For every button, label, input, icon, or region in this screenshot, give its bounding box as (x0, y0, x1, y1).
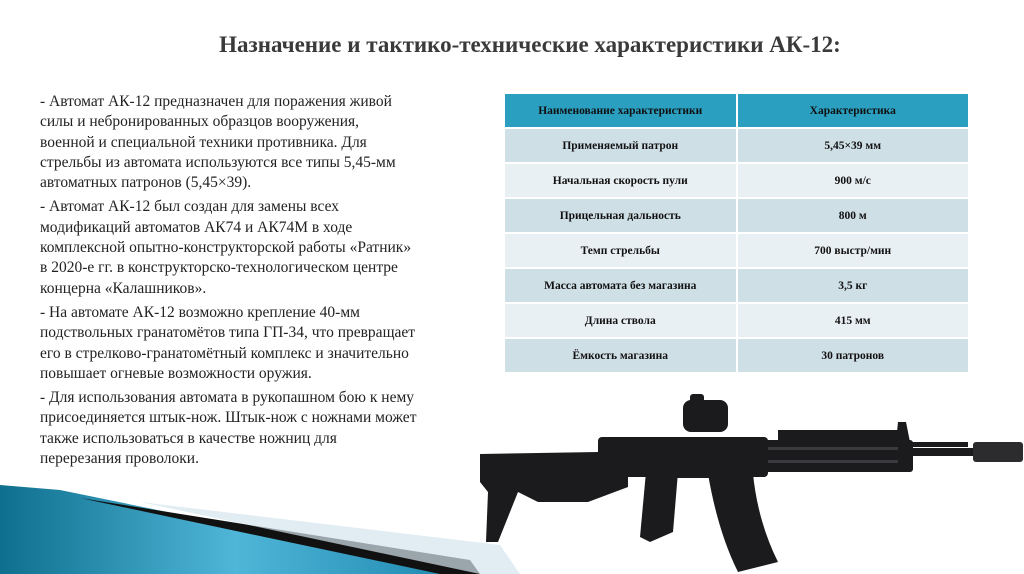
table-row (505, 269, 968, 302)
cell-value: 900 м/с (738, 164, 969, 197)
paragraph-history (40, 197, 470, 298)
text-line: концерна «Калашников». (40, 279, 207, 297)
text-line: - Для использования автомата в рукопашном бою к нему (40, 389, 415, 407)
specs-table (503, 92, 970, 374)
text-line: подствольных гранатомётов типа ГП-34, что превращает (40, 324, 416, 342)
cell-value: 5,45×39 мм (738, 129, 969, 162)
table-row (505, 199, 968, 232)
cell-name: Масса автомата без магазина (505, 269, 736, 302)
table-row (505, 234, 968, 267)
text-line: повышает огневые возможности оружия. (40, 364, 312, 382)
cell-name: Длина ствола (505, 304, 736, 337)
text-line: модификаций автоматов АК74 и АК74М в ходе (40, 218, 353, 236)
cell-name: Начальная скорость пули (505, 164, 736, 197)
text-line: автоматных патронов (5,45×39). (40, 174, 252, 192)
text-line: стрельбы из автомата используются все типы 5,45-мм (40, 153, 396, 171)
cell-value: 800 м (738, 199, 969, 232)
header-name: Наименование характеристики (505, 94, 736, 127)
description-text (40, 92, 470, 473)
cell-name: Темп стрельбы (505, 234, 736, 267)
cell-name: Прицельная дальность (505, 199, 736, 232)
paragraph-purpose (40, 92, 470, 193)
text-line: перерезания проволоки. (40, 450, 199, 468)
text-line: военной и специальной техники противника. Для (40, 133, 367, 151)
text-line: силы и небронированных образцов вооружения, (40, 113, 360, 131)
header-value: Характеристика (738, 94, 969, 127)
text-line: - Автомат АК-12 был создан для замены всех (40, 198, 340, 216)
text-line: - Автомат АК-12 предназначен для поражения живой (40, 93, 392, 110)
text-line: присоединяется штык-нож. Штык-нож с ножнами может (40, 409, 417, 427)
text-line: в 2020-е гг. в конструкторско-технологическом центре (40, 259, 398, 277)
text-line: комплексной опытно-конструкторской работы «Ратник» (40, 239, 412, 257)
text-line: также использоваться в качестве ножниц для (40, 429, 337, 447)
table-header-row (505, 94, 968, 127)
ak12-rifle-image (478, 392, 1024, 574)
paragraph-grenade-launcher (40, 303, 470, 384)
table-row (505, 164, 968, 197)
cell-value: 700 выстр/мин (738, 234, 969, 267)
cell-value: 30 патронов (738, 339, 969, 372)
cell-name: Ёмкость магазина (505, 339, 736, 372)
paragraph-bayonet (40, 388, 470, 469)
table-row (505, 129, 968, 162)
table-row (505, 304, 968, 337)
text-line: - На автомате АК-12 возможно крепление 40-мм (40, 303, 360, 321)
cell-value: 3,5 кг (738, 269, 969, 302)
cell-value: 415 мм (738, 304, 969, 337)
text-line: его в стрелково-гранатомётный комплекс и значительно (40, 344, 409, 362)
slide-title: Назначение и тактико-технические характеристики АК-12: (219, 32, 841, 57)
cell-name: Применяемый патрон (505, 129, 736, 162)
table-row (505, 339, 968, 372)
